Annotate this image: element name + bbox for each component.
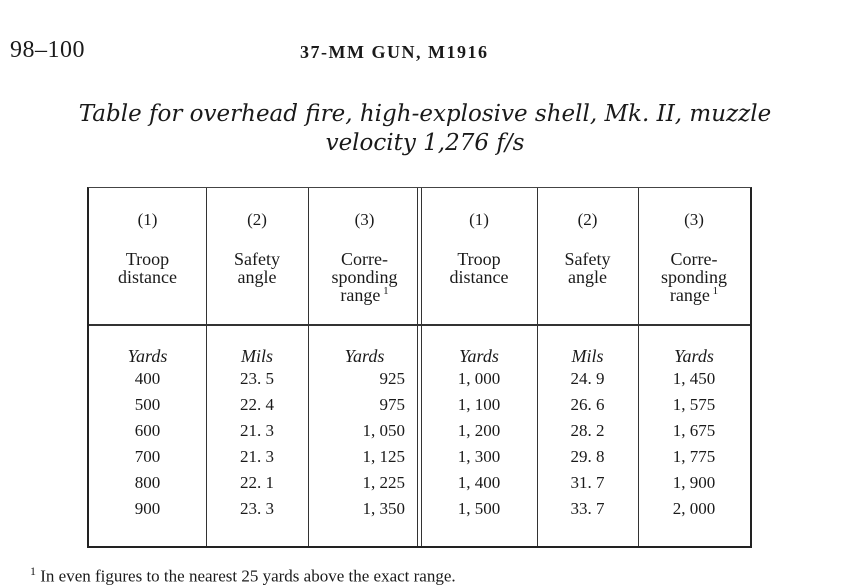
table-cell: 1, 400 <box>457 473 501 492</box>
table-cell: 1, 675 <box>672 421 716 440</box>
footnote-reference: 1 <box>380 285 389 297</box>
table-cell: 1, 100 <box>457 395 501 414</box>
table-column-5 <box>537 188 638 546</box>
column-unit: Yards <box>459 346 499 366</box>
column-rule <box>638 188 639 546</box>
table-column-1 <box>89 188 206 546</box>
table-cell: 400 <box>134 369 161 388</box>
table-column-3 <box>308 188 421 546</box>
table-cell: 21. 3 <box>240 421 274 440</box>
table-cell: 23. 5 <box>240 369 274 388</box>
footnote-reference: 1 <box>709 285 719 297</box>
column-header-line: Safety <box>234 249 280 269</box>
column-header-line: Corre- <box>670 249 718 269</box>
table-cell: 700 <box>134 447 161 466</box>
column-header-line: distance <box>449 267 509 287</box>
column-header-line: Safety <box>564 249 611 269</box>
table-cell: 600 <box>134 421 161 440</box>
table-cell: 31. 7 <box>570 473 605 492</box>
page-number: 98–100 <box>10 37 85 63</box>
column-header-line: Corre- <box>341 249 388 269</box>
table-cell: 800 <box>134 473 161 492</box>
column-unit: Yards <box>344 346 385 366</box>
table-title-line-2: velocity 1,276 f/s <box>325 130 525 156</box>
table-cell: 1, 575 <box>672 395 716 414</box>
column-rule <box>537 188 538 546</box>
column-unit: Yards <box>674 346 714 366</box>
column-header-line: range $^1$ <box>669 285 719 305</box>
column-header-label <box>89 250 206 286</box>
table-cell: 1, 500 <box>457 499 501 518</box>
footnote-text: In even figures to the nearest 25 yards above the exact range. <box>40 566 456 586</box>
column-header-label <box>537 250 638 286</box>
table-title <box>0 100 850 158</box>
column-rule <box>206 188 207 546</box>
overhead-fire-table <box>87 187 752 548</box>
column-header-line: angle <box>237 267 277 287</box>
column-header-line: range $^1$ <box>340 285 389 305</box>
table-cell: 1, 000 <box>457 369 501 388</box>
column-number: (3) <box>684 210 704 229</box>
column-header-line: sponding <box>331 267 398 287</box>
running-head: 37-MM GUN, M1916 <box>300 42 489 62</box>
table-column-2 <box>206 188 308 546</box>
column-number: (2) <box>247 210 267 229</box>
column-header-line: Troop <box>125 249 170 269</box>
table-cell: 1, 775 <box>672 447 716 466</box>
column-header-line: sponding <box>660 267 727 287</box>
column-header-label <box>206 250 308 286</box>
footnote <box>30 564 456 587</box>
table-cell: 22. 4 <box>240 395 274 414</box>
table-cell: 1, 200 <box>457 421 501 440</box>
column-header-line: distance <box>118 267 177 287</box>
table-cell: 26. 6 <box>570 395 605 414</box>
table-cell: 900 <box>134 499 161 518</box>
table-cell: 21. 3 <box>240 447 274 466</box>
table-cell: 24. 9 <box>570 369 605 388</box>
table-cell: 28. 2 <box>570 421 605 440</box>
column-number: (3) <box>354 210 375 229</box>
table-column-4 <box>421 188 537 546</box>
table-cell: 1, 450 <box>672 369 716 388</box>
column-number: (1) <box>469 210 489 229</box>
table-cell: 1, 900 <box>672 473 716 492</box>
column-number: (2) <box>577 210 598 229</box>
table-cell: 22. 1 <box>240 473 274 492</box>
column-header-line: angle <box>568 267 607 287</box>
table-cell: 975 <box>379 395 405 414</box>
column-unit: Yards <box>127 346 168 366</box>
table-cell: 925 <box>379 369 405 388</box>
table-cell: 1, 125 <box>362 447 405 466</box>
table-cell: 2, 000 <box>672 499 716 518</box>
column-rule <box>308 188 309 546</box>
table-cell: 1, 050 <box>362 421 405 440</box>
column-header-line: Troop <box>457 249 501 269</box>
column-header-label <box>308 250 421 304</box>
table-column-6 <box>638 188 750 546</box>
table-cell: 500 <box>134 395 161 414</box>
footnote-mark: 1 <box>30 564 36 578</box>
table-cell: 1, 350 <box>362 499 405 518</box>
column-unit: Mils <box>571 346 604 366</box>
center-double-rule <box>417 188 418 546</box>
table-cell: 1, 300 <box>457 447 501 466</box>
table-cell: 29. 8 <box>570 447 605 466</box>
table-cell: 33. 7 <box>570 499 605 518</box>
table-cell: 1, 225 <box>362 473 405 492</box>
column-unit: Mils <box>240 346 273 366</box>
column-header-label <box>638 250 750 304</box>
table-cell: 23. 3 <box>240 499 274 518</box>
table-title-line-1: Table for overhead fire, high-explosive shell, Mk. II, muzzle <box>78 101 772 127</box>
column-header-label <box>421 250 537 286</box>
column-number: (1) <box>137 210 158 229</box>
